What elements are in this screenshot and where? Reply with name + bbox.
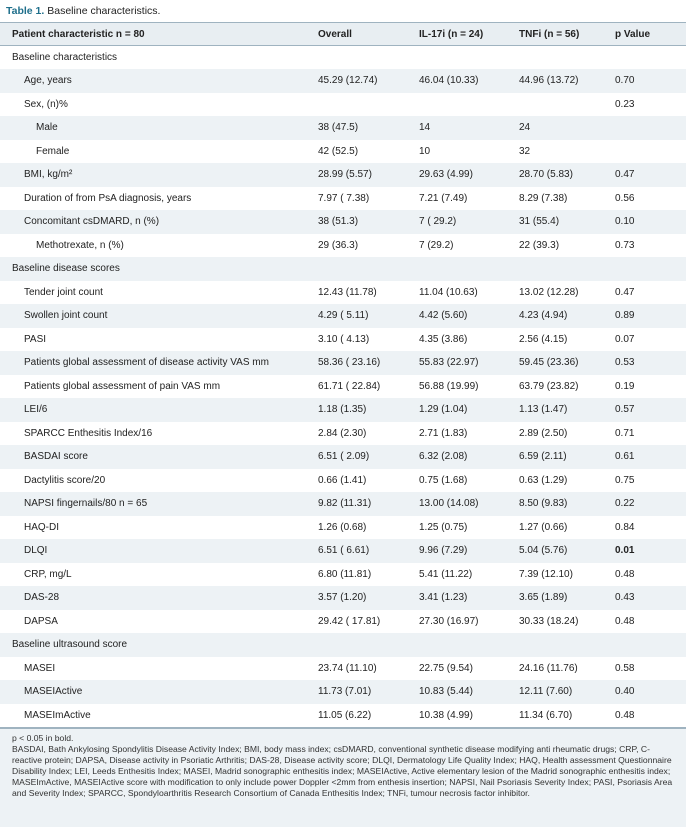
cell-overall: 6.51 ( 6.61) [318, 545, 370, 557]
cell-il17i: 27.30 (16.97) [419, 615, 479, 627]
cell-p-value: 0.58 [615, 662, 635, 674]
cell-il17i: 2.71 (1.83) [419, 427, 468, 439]
row-label: PASI [24, 333, 47, 345]
cell-p-value: 0.71 [615, 427, 635, 439]
table-row [0, 680, 686, 704]
cell-p-value: 0.48 [615, 615, 635, 627]
cell-il17i: 7 ( 29.2) [419, 216, 457, 228]
cell-overall: 7.97 ( 7.38) [318, 192, 370, 204]
cell-p-value: 0.22 [615, 498, 635, 510]
cell-overall: 58.36 ( 23.16) [318, 357, 381, 369]
cell-p-value: 0.61 [615, 451, 635, 463]
cell-p-value: 0.07 [615, 333, 635, 345]
table-row [0, 398, 686, 422]
cell-overall: 28.99 (5.57) [318, 169, 372, 181]
table-row [0, 657, 686, 681]
row-label: LEI/6 [24, 404, 48, 416]
cell-tnfi: 22 (39.3) [519, 239, 560, 251]
cell-p-value [615, 140, 686, 164]
cell-overall [318, 633, 419, 657]
cell-tnfi: 1.13 (1.47) [519, 404, 568, 416]
cell-overall: 23.74 (11.10) [318, 662, 377, 674]
table-row [0, 563, 686, 587]
cell-tnfi: 0.63 (1.29) [519, 474, 568, 486]
cell-tnfi [519, 633, 615, 657]
row-label: Baseline disease scores [12, 263, 120, 275]
row-label: Patients global assessment of pain VAS mm [24, 380, 221, 392]
row-label: Baseline ultrasound score [12, 639, 128, 651]
cell-overall: 3.10 ( 4.13) [318, 333, 370, 345]
cell-overall: 38 (51.3) [318, 216, 359, 228]
table-row [0, 586, 686, 610]
cell-il17i: 3.41 (1.23) [419, 592, 468, 604]
cell-overall [318, 46, 419, 70]
row-label: Methotrexate, n (%) [36, 239, 124, 251]
row-label: DAPSA [24, 615, 58, 627]
cell-overall: 11.05 (6.22) [318, 704, 419, 728]
table-body [0, 46, 686, 728]
row-label: Swollen joint count [24, 310, 108, 322]
cell-p-value [615, 116, 686, 140]
cell-p-value [615, 257, 686, 281]
row-label: Tender joint count [24, 286, 103, 298]
table-title: Baseline characteristics. [47, 5, 161, 17]
cell-p-value: 0.47 [615, 169, 635, 181]
cell-tnfi: 44.96 (13.72) [519, 75, 579, 87]
cell-overall: 1.18 (1.35) [318, 404, 367, 416]
cell-tnfi: 28.70 (5.83) [519, 169, 573, 181]
cell-tnfi: 3.65 (1.89) [519, 592, 568, 604]
row-label: DLQI [24, 545, 48, 557]
cell-tnfi: 6.59 (2.11) [519, 451, 567, 463]
table-row [0, 116, 686, 140]
row-label: BASDAI score [24, 451, 88, 463]
cell-p-value: 0.23 [615, 98, 635, 110]
abbreviations-note: BASDAI, Bath Ankylosing Spondylitis Disease Activity Index; BMI, body mass index; csDMARD, conventional synthetic disease modifying anti rheumatic drugs; CRP, C-reactive protein; DAPSA, Disease activity in Psoriatic Arthritis; DAS-28, Disease activity score; DLQI, Dermatology Life Quality Index; HAQ, Health assessment Questionnaire Disability Index; LEI, Leeds Enthesitis Index; MASEI, Madrid sonographic enthesitis index; MASEIActive, Active elementary lesion of the Madrid sonographic enthesitis index; MASEImActive, MASEIActive score with modification to only include power Doppler <2mm from enthesis insertion; NAPSI, Nail Psoriasis Severity Index; PASI, Psoriasis Area and Severity Index; SPARCC, Spondyloarthritis Research Consortium of Canada Enthesitis Index; TNFi, tumour necrosis factor inhibitor. [12, 744, 673, 798]
cell-overall: 0.66 (1.41) [318, 474, 367, 486]
cell-tnfi: 24.16 (11.76) [519, 662, 578, 674]
table-row [0, 610, 686, 634]
cell-il17i: 1.29 (1.04) [419, 404, 468, 416]
cell-p-value: 0.53 [615, 357, 635, 369]
cell-p-value: 0.48 [615, 568, 635, 580]
table-row [0, 445, 686, 469]
row-label: MASEI [24, 662, 56, 674]
cell-overall: 4.29 ( 5.11) [318, 310, 369, 322]
cell-tnfi: 8.29 (7.38) [519, 192, 568, 204]
row-label: Baseline characteristics [12, 52, 118, 63]
row-label: BMI, kg/m² [24, 169, 73, 181]
cell-overall: 9.82 (11.31) [318, 498, 372, 510]
cell-overall [318, 93, 419, 117]
cell-tnfi: 63.79 (23.82) [519, 380, 579, 392]
row-label: Sex, (n)% [24, 98, 68, 110]
cell-tnfi: 32 [519, 145, 531, 157]
table-number: Table 1. [6, 5, 45, 17]
cell-tnfi: 2.56 (4.15) [519, 333, 568, 345]
row-label: Dactylitis score/20 [24, 474, 106, 486]
cell-il17i: 4.42 (5.60) [419, 310, 468, 322]
cell-p-value: 0.43 [615, 592, 635, 604]
table-row [0, 492, 686, 516]
cell-overall: 29 (36.3) [318, 239, 359, 251]
cell-p-value: 0.56 [615, 192, 635, 204]
table-header-row [0, 23, 686, 46]
header-patient-characteristic: Patient characteristic n = 80 [0, 23, 318, 46]
table-row [0, 234, 686, 258]
row-label: Duration of from PsA diagnosis, years [24, 192, 192, 204]
baseline-table [0, 22, 686, 728]
row-label: Concomitant csDMARD, n (%) [24, 216, 160, 228]
row-label: CRP, mg/L [24, 568, 72, 580]
cell-il17i: 46.04 (10.33) [419, 75, 479, 87]
cell-il17i: 1.25 (0.75) [419, 521, 468, 533]
cell-p-value: 0.57 [615, 404, 635, 416]
cell-il17i: 55.83 (22.97) [419, 357, 479, 369]
cell-tnfi [519, 257, 615, 281]
cell-il17i [419, 46, 519, 70]
cell-il17i: 10 [419, 145, 431, 157]
row-label: Age, years [24, 75, 72, 87]
table-row [0, 281, 686, 305]
row-label: SPARCC Enthesitis Index/16 [24, 427, 153, 439]
table-row [0, 328, 686, 352]
cell-p-value: 0.01 [615, 545, 635, 557]
cell-il17i: 7.21 (7.49) [419, 192, 468, 204]
row-label: MASEIActive [24, 686, 83, 698]
cell-overall: 12.43 (11.78) [318, 286, 377, 298]
cell-il17i [419, 93, 519, 117]
cell-overall: 61.71 ( 22.84) [318, 380, 381, 392]
cell-tnfi: 1.27 (0.66) [519, 521, 568, 533]
cell-p-value: 0.48 [615, 704, 686, 728]
cell-tnfi: 4.23 (4.94) [519, 310, 568, 322]
table-row [0, 704, 686, 728]
table-footnotes [0, 728, 686, 827]
cell-p-value: 0.10 [615, 216, 635, 228]
cell-overall: 11.73 (7.01) [318, 686, 372, 698]
cell-p-value: 0.40 [615, 686, 635, 698]
cell-il17i: 5.41 (11.22) [419, 568, 473, 580]
row-label: Patients global assessment of disease activity VAS mm [24, 357, 269, 369]
table-row [0, 469, 686, 493]
header-tnfi: TNFi (n = 56) [519, 23, 615, 46]
cell-il17i: 10.38 (4.99) [419, 704, 519, 728]
table-row [0, 422, 686, 446]
cell-overall: 3.57 (1.20) [318, 592, 367, 604]
cell-p-value: 0.73 [615, 239, 635, 251]
table-row [0, 516, 686, 540]
table-row [0, 93, 686, 117]
row-label: Female [36, 145, 70, 157]
significance-note: p < 0.05 in bold. [12, 733, 74, 743]
cell-il17i: 22.75 (9.54) [419, 662, 473, 674]
cell-tnfi: 5.04 (5.76) [519, 545, 568, 557]
cell-tnfi: 13.02 (12.28) [519, 286, 579, 298]
cell-il17i: 4.35 (3.86) [419, 333, 468, 345]
cell-il17i: 11.04 (10.63) [419, 286, 478, 298]
cell-tnfi: 2.89 (2.50) [519, 427, 568, 439]
table-caption [6, 5, 160, 17]
cell-p-value: 0.47 [615, 286, 635, 298]
cell-il17i: 0.75 (1.68) [419, 474, 468, 486]
cell-tnfi [519, 93, 615, 117]
cell-tnfi: 30.33 (18.24) [519, 615, 579, 627]
cell-p-value [615, 46, 686, 70]
cell-tnfi: 24 [519, 122, 531, 134]
cell-overall: 2.84 (2.30) [318, 427, 367, 439]
cell-tnfi: 11.34 (6.70) [519, 704, 615, 728]
cell-il17i: 29.63 (4.99) [419, 169, 473, 181]
cell-overall: 6.80 (11.81) [318, 568, 372, 580]
cell-il17i: 10.83 (5.44) [419, 686, 473, 698]
cell-il17i: 9.96 (7.29) [419, 545, 468, 557]
table-row [0, 210, 686, 234]
header-p-value: p Value [615, 23, 686, 46]
cell-overall: 38 (47.5) [318, 122, 359, 134]
cell-il17i: 6.32 (2.08) [419, 451, 468, 463]
cell-tnfi: 7.39 (12.10) [519, 568, 573, 580]
table-row [0, 140, 686, 164]
table-row [0, 539, 686, 563]
table-row [0, 257, 686, 281]
cell-tnfi: 12.11 (7.60) [519, 686, 573, 698]
cell-il17i: 14 [419, 122, 431, 134]
header-overall: Overall [318, 23, 419, 46]
cell-tnfi: 31 (55.4) [519, 216, 560, 228]
cell-p-value: 0.84 [615, 521, 635, 533]
cell-overall: 42 (52.5) [318, 145, 359, 157]
cell-overall: 29.42 ( 17.81) [318, 615, 381, 627]
table-row [0, 351, 686, 375]
table-row [0, 69, 686, 93]
cell-p-value: 0.89 [615, 310, 635, 322]
row-label: Male [36, 122, 58, 134]
header-il17i: IL-17i (n = 24) [419, 23, 519, 46]
row-label: MASEImActive [0, 704, 318, 728]
cell-il17i: 56.88 (19.99) [419, 380, 479, 392]
cell-overall [318, 257, 419, 281]
cell-p-value: 0.70 [615, 75, 635, 87]
cell-overall: 6.51 ( 2.09) [318, 451, 370, 463]
cell-overall: 45.29 (12.74) [318, 75, 378, 87]
row-label: NAPSI fingernails/80 n = 65 [24, 498, 148, 510]
cell-il17i [419, 257, 519, 281]
cell-tnfi: 8.50 (9.83) [519, 498, 568, 510]
cell-il17i: 13.00 (14.08) [419, 498, 479, 510]
row-label: HAQ-DI [24, 521, 59, 533]
table-row [0, 304, 686, 328]
cell-p-value: 0.75 [615, 474, 635, 486]
table-row [0, 46, 686, 70]
table-row [0, 163, 686, 187]
table-row [0, 633, 686, 657]
cell-overall: 1.26 (0.68) [318, 521, 367, 533]
row-label: DAS-28 [24, 592, 60, 604]
cell-p-value: 0.19 [615, 380, 635, 392]
cell-tnfi [519, 46, 615, 70]
cell-il17i [419, 633, 519, 657]
cell-p-value [615, 633, 686, 657]
cell-tnfi: 59.45 (23.36) [519, 357, 579, 369]
table-row [0, 375, 686, 399]
table-row [0, 187, 686, 211]
cell-il17i: 7 (29.2) [419, 239, 454, 251]
